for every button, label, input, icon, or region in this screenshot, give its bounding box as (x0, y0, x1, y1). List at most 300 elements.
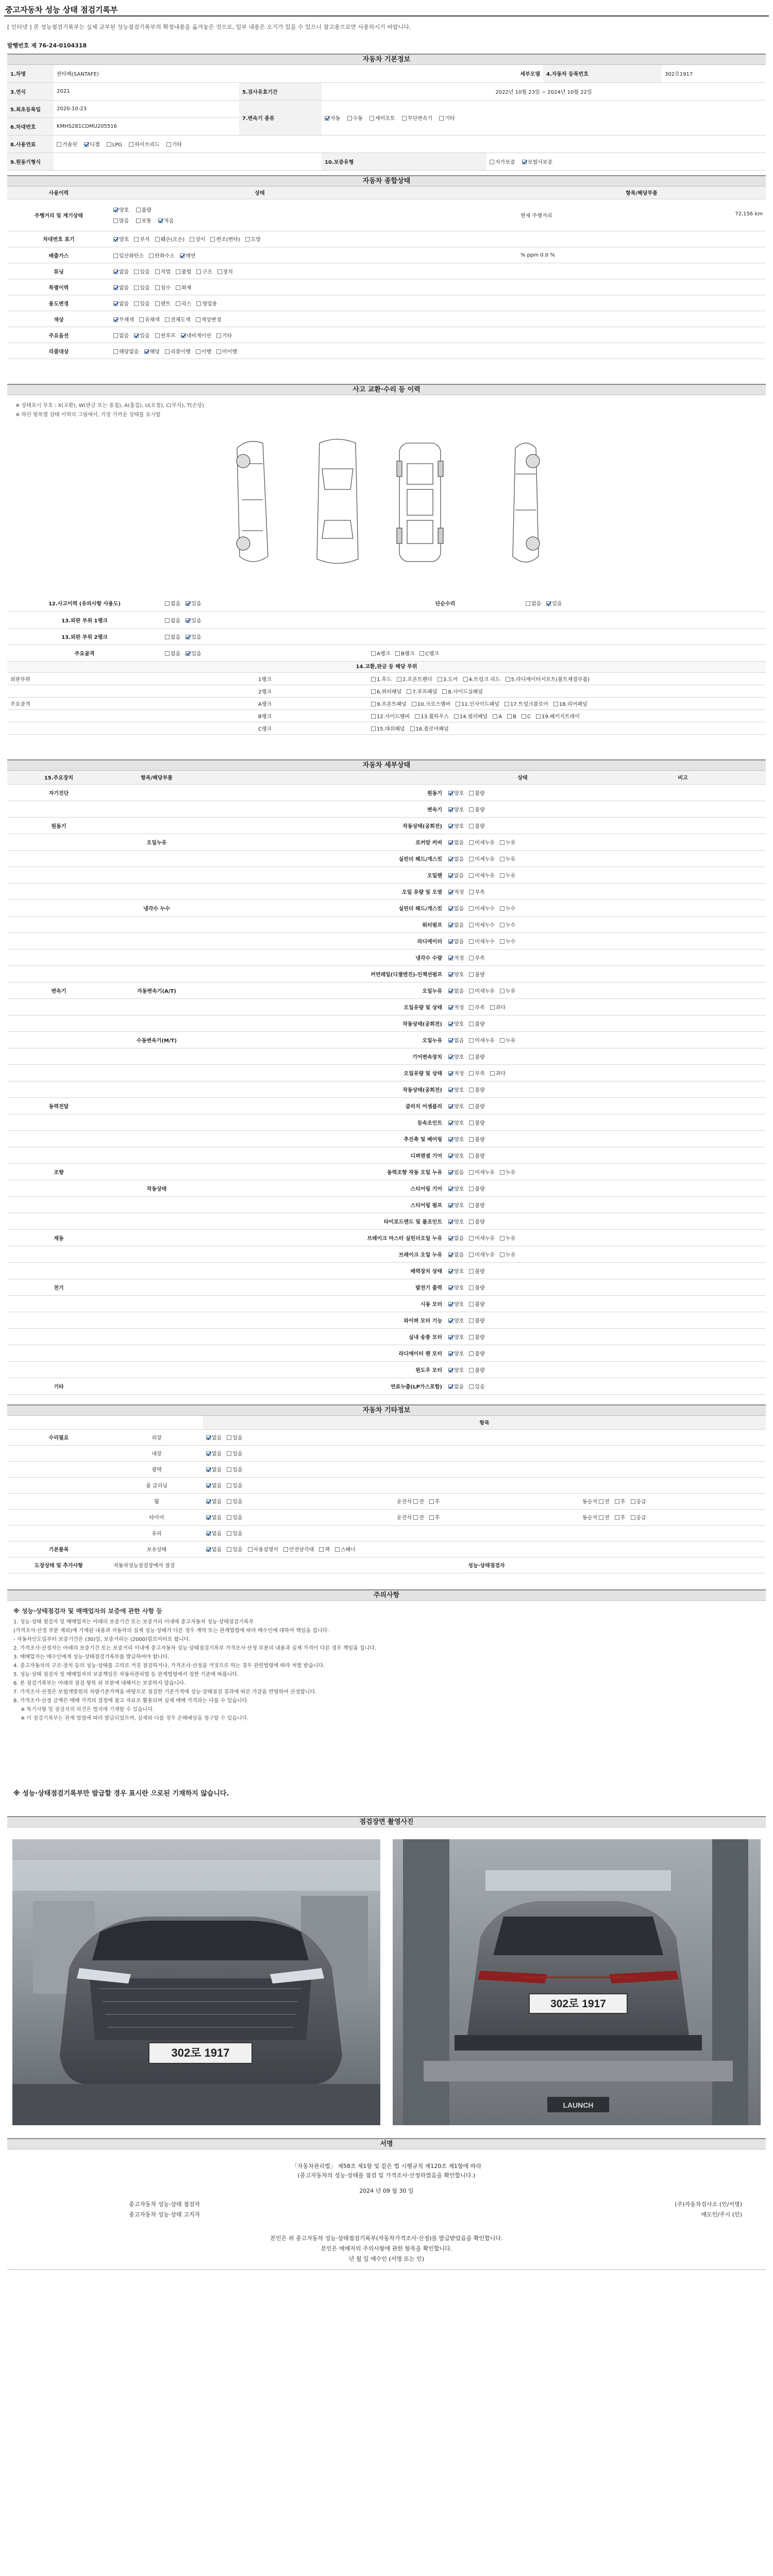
general-row-label: 차대번호 표기 (7, 231, 110, 247)
checkbox (210, 237, 215, 242)
checkbox (419, 651, 424, 656)
basic-info-table (7, 65, 766, 171)
checkbox (165, 651, 170, 656)
other-row (7, 1429, 766, 1445)
other-item: 보유상태 (110, 1541, 203, 1557)
checkbox (456, 702, 460, 706)
checkbox (469, 1269, 474, 1274)
checkbox (227, 1499, 231, 1504)
basic-label: 8.사용연료 (7, 135, 54, 152)
checkbox (469, 840, 474, 845)
checkbox (490, 160, 494, 164)
parts-rank: 1랭크 (162, 673, 368, 685)
checkbox-checked (448, 1302, 453, 1307)
detail-group (7, 1246, 110, 1262)
checkbox (190, 237, 194, 242)
checkbox (129, 142, 133, 147)
price-value: 자동차성능점검장에서 점검 (110, 1557, 394, 1573)
other-info-title: 자동차 기타정보 (7, 1404, 766, 1416)
detail-group (7, 1147, 110, 1163)
other-options: 없음 있음 (203, 1429, 394, 1445)
checkbox (500, 840, 505, 845)
other-options: 없음 있음 (203, 1509, 394, 1525)
detail-item: 디퍼렌셜 기어 (203, 1147, 445, 1163)
checkbox (227, 1467, 231, 1472)
detail-subgroup (110, 1213, 203, 1229)
checkbox-checked (448, 989, 453, 993)
checkbox (500, 1170, 505, 1175)
other-options: 없음 있음 (203, 1493, 394, 1509)
checkbox (469, 1005, 474, 1010)
checkbox (165, 601, 170, 606)
parts-options: 12.사이드멤버 13.휠하우스 14.필러패널 A B C 19.패키지트레이 (368, 710, 766, 722)
checkbox (469, 1055, 474, 1059)
mileage-km: 72,156 km (735, 211, 763, 217)
basic-row (7, 152, 766, 170)
checkbox-checked (448, 1236, 453, 1241)
detail-options: 양호 불량 (445, 965, 600, 982)
checkbox-checked (113, 301, 118, 306)
detail-row (7, 1345, 766, 1361)
general-row-options: 양호 부식 훼손(오손) 상이 변조(변타) 도말 (110, 231, 409, 247)
detail-subgroup (110, 998, 203, 1015)
detail-options: 없음 미세누유 누유 (445, 1163, 600, 1180)
checkbox-checked (448, 923, 453, 927)
detail-item: 동력조향 작동 오일 누유 (203, 1163, 445, 1180)
note-line: 3. 매매업자는 매수인에게 성능·상태점검기록부를 발급하여야 합니다. (13, 1654, 170, 1660)
detail-group (7, 1328, 110, 1345)
detail-row (7, 1378, 766, 1394)
general-row-options: 없음 있음 썬루프 네비게이션 기타 (110, 327, 409, 343)
checkbox (469, 1154, 474, 1158)
detail-subgroup (110, 1229, 203, 1246)
checkbox (371, 726, 376, 731)
detail-item: 등속조인트 (203, 1114, 445, 1130)
detail-subgroup (110, 1064, 203, 1081)
basic-value: 2020-10-23 (54, 100, 239, 117)
parts-row (7, 698, 766, 710)
detail-options: 없음 미세누유 누유 (445, 1246, 600, 1262)
checkbox-checked (325, 116, 329, 121)
detail-row (7, 949, 766, 965)
detail-subgroup (110, 867, 203, 883)
other-group (7, 1477, 110, 1493)
detail-group (7, 834, 110, 850)
detail-group (7, 1262, 110, 1279)
checkbox (500, 939, 505, 944)
detail-item: 실린더 헤드/개스킷 (203, 900, 445, 916)
checkbox (469, 890, 474, 894)
checkbox-checked (181, 333, 186, 338)
detail-options: 양호 불량 (445, 817, 600, 834)
rear-plate-text: 302로 1917 (550, 1998, 606, 2010)
parts-group: 주요골격 (7, 698, 162, 710)
other-options: 없음 있음 (203, 1461, 394, 1477)
detail-item: 클러치 어셈블리 (203, 1097, 445, 1114)
checkbox-checked (448, 972, 453, 977)
accident-row-options: 없음 있음 (162, 595, 368, 612)
checkbox (397, 677, 401, 682)
detail-subgroup (110, 1345, 203, 1361)
detail-group: 기타 (7, 1378, 110, 1394)
detail-subgroup (110, 1328, 203, 1345)
document-title: 중고자동차 성능 상태 점검기록부 (5, 5, 118, 14)
general-row (7, 247, 766, 263)
checkbox-checked (448, 1351, 453, 1356)
checkbox (469, 989, 474, 993)
general-row-label: 리콜대상 (7, 343, 110, 359)
checkbox-checked (134, 333, 139, 338)
buyer-confirm-1: 본인은 위 중고자동차 성능·상태점검기록부(자동차가격조사·산정)를 발급받았음을 확인합니다. (270, 2235, 503, 2242)
checkbox (347, 116, 352, 121)
checkbox-checked (448, 1203, 453, 1208)
note-line: - 자동차인도일부터 보증기간은 (30)일, 보증거리는 (2000)킬로미터로 합니다. (13, 1637, 191, 1642)
detail-row (7, 1196, 766, 1213)
detail-options: 양호 불량 (445, 1345, 600, 1361)
checkbox (395, 651, 400, 656)
parts-rank: C랭크 (162, 722, 368, 735)
detail-options: 양호 불량 (445, 1312, 600, 1328)
note-line: 5. 성능·상태 점검자 및 매매업자의 보증책임은 자동차관리법 등 관계법령에서 정한 기준에 따릅니다. (13, 1672, 239, 1677)
checkbox (469, 1121, 474, 1125)
checkbox (165, 618, 170, 623)
detail-options: 없음 미세누유 누유 (445, 1031, 600, 1048)
checkbox (500, 989, 505, 993)
checkbox (165, 349, 170, 354)
detail-subgroup (110, 1114, 203, 1130)
car-front-photo (12, 1839, 380, 2125)
checkbox (227, 1531, 231, 1536)
detail-item: 오일 유량 및 오염 (203, 883, 445, 900)
checkbox (134, 285, 139, 290)
detail-group (7, 1015, 110, 1031)
checkbox-checked (448, 1121, 453, 1125)
detail-subgroup (110, 1048, 203, 1064)
checkbox (166, 142, 171, 147)
general-row-label: 용도변경 (7, 295, 110, 311)
checkbox-checked (448, 1285, 453, 1290)
detail-item: 원동기 (203, 784, 445, 801)
checkbox-checked (206, 1451, 211, 1456)
detail-group (7, 1130, 110, 1147)
detail-row (7, 1361, 766, 1378)
checkbox (469, 1219, 474, 1224)
price-right: 성능·상태점검자 (394, 1557, 579, 1573)
detail-item: 로커암 커버 (203, 834, 445, 850)
detail-row (7, 916, 766, 933)
detail-row (7, 1213, 766, 1229)
parts-group (7, 685, 162, 698)
detail-row (7, 982, 766, 998)
note-line: (가격조사·산정 부분 제외)에 기재된 내용과 자동차의 실제 성능·상태가 다른 경우 계약 또는 관계법령에 따라 매수인에 대하여 책임을 집니다. (13, 1628, 329, 1634)
other-group (7, 1461, 110, 1477)
detail-group (7, 965, 110, 982)
general-row-options: 없음 있음 적법 불법 구조 장치 (110, 263, 409, 279)
checkbox (155, 269, 160, 274)
detail-group: 원동기 (7, 817, 110, 834)
detail-group (7, 1295, 110, 1312)
checkbox (415, 714, 419, 719)
detail-group (7, 1180, 110, 1196)
detail-row (7, 1229, 766, 1246)
checkbox-checked (186, 651, 190, 656)
checkbox (196, 269, 201, 274)
detail-group: 자기진단 (7, 784, 110, 801)
detail-group (7, 1361, 110, 1378)
notifier-signature: 매도인/주시 (인) (701, 2211, 742, 2218)
detail-subgroup (110, 1262, 203, 1279)
detail-item: 오일누유 (203, 1031, 445, 1048)
checkbox (196, 317, 200, 322)
detail-item: 라디에이터 팬 모터 (203, 1345, 445, 1361)
parts-options: 15.대쉬패널 16.플로어패널 (368, 722, 766, 735)
checkbox-checked (206, 1467, 211, 1472)
accident-history-block (7, 595, 766, 735)
checkbox (599, 1515, 603, 1520)
checkbox (493, 714, 497, 719)
detail-item: 추진축 및 베어링 (203, 1130, 445, 1147)
basic-info-title: 자동차 기본정보 (7, 54, 766, 65)
detail-table: 15.주요장치 항목/해당부품 상태 비고 자기진단 원동기 양호 불량 변속기 양호 불량 원동기 작동상태(공회전) 양호 불량 오일누유 로커암 커버 없음 미세누유 누유 실린더 헤드/개스킷 없음 미세누유 누유 오일팬 없음 미세누유 누유 오일 유량 및 오염 적정 부족 냉각수 누수 실린더 헤드/개스킷 없음 미세누수 누수 워터펌프 없음 미세누수 누수 라디에이터 없음 미세누수 누수 냉각수 수량 적정 부족 커먼레일(디젤엔진)-인젝션펌프 양호 불량 변속기 자동변속기(A/T) 오일누유 없음 미세누유 누유 오일유량 및 상태 적정 부족 과다 작동상태(공회전) 양호 불량 수동변속기(M/T) 오일누유 없음 미세누유 누유 기어변속장치 양호 불량 오일유량 및 상태 적정 부족 과다 작동상태(공회전) 양호 불량 동력전달 클러치 어셈블리 양호 불량 등속조인트 양호 불량 추진축 및 베어링 양호 불량 디퍼렌셜 기어 양호 불량 조향 동력조향 작동 오일 누유 없음 미세누유 누유 작동상태 스티어링 기어 양호 불량 스티어링 펌프 양호 불량 타이로드엔드 및 볼조인트 양호 불량 제동 브레이크 마스터 실린더오일 누유 없음 미세누유 누유 브레이크 오일 누유 없음 미세누유 누유 배력장치 상태 양호 불량 전기 발전기 출력 양호 불량 시동 모터 양호 불량 와이퍼 모터 기능 양호 불량 실내 송풍 모터 양호 불량 라디에이터 팬 모터 양호 불량 윈도우 모터 양호 불량 기타 연료누출(LP가스포함) 없음 있음 (7, 771, 766, 1395)
other-item: 휠 (110, 1493, 203, 1509)
checkbox-checked (448, 1137, 453, 1142)
detail-options: 양호 불량 (445, 1147, 600, 1163)
document-number: 발행번호 제 76-24-0104318 (7, 42, 87, 49)
checkbox-checked (144, 349, 149, 354)
detail-options: 양호 불량 (445, 1262, 600, 1279)
detail-subgroup (110, 784, 203, 801)
general-row-extra (517, 279, 766, 295)
accident-section (7, 384, 766, 395)
checkbox (469, 1038, 474, 1043)
basic-label: 5.검사유효기간 (239, 82, 322, 100)
detail-options: 양호 불량 (445, 1279, 600, 1295)
basic-row (7, 100, 766, 117)
detail-group (7, 1312, 110, 1328)
detail-item: 작동상태(공회전) (203, 1081, 445, 1097)
basic-row (7, 135, 766, 152)
checkbox-checked (206, 1531, 211, 1536)
other-info-section (7, 1404, 766, 1573)
detail-options: 없음 미세누유 누유 (445, 1229, 600, 1246)
checkbox-checked (448, 1219, 453, 1224)
checkbox (196, 301, 201, 306)
checkbox (402, 116, 407, 121)
note-sub-line: ※ 특기사항 및 점검자의 의견은 별지에 기재할 수 있습니다. (21, 1707, 155, 1713)
detail-group (7, 850, 110, 867)
checkbox (615, 1499, 619, 1504)
general-state-title: 자동차 종합상태 (7, 175, 766, 187)
checkbox (469, 824, 474, 828)
other-item: 타이어 (110, 1509, 203, 1525)
mileage-options: 양호 불량 많음 보통 적음 (110, 199, 409, 231)
general-rows-table (7, 231, 766, 360)
general-row (7, 279, 766, 295)
accident-row-options: 없음 있음 (162, 628, 368, 645)
checkbox (507, 714, 512, 719)
other-row (7, 1541, 766, 1557)
detail-group (7, 1196, 110, 1213)
detail-item: 스티어링 펌프 (203, 1196, 445, 1213)
checkbox (469, 1384, 474, 1389)
checkbox (371, 714, 376, 719)
warranty-options: 자가보증 보험사보증 (486, 152, 766, 170)
checkbox (469, 1088, 474, 1092)
checkbox-checked (448, 1104, 453, 1109)
checkbox-checked (448, 1154, 453, 1158)
other-group (7, 1509, 110, 1525)
general-row-label: 튜닝 (7, 263, 110, 279)
inspection-photo-front (12, 1839, 380, 2125)
checkbox (113, 349, 118, 354)
parts-row (7, 710, 766, 722)
detail-row (7, 1015, 766, 1031)
detail-subgroup (110, 1295, 203, 1312)
checkbox (139, 317, 144, 322)
checkbox (196, 349, 200, 354)
checkbox-checked (448, 1269, 453, 1274)
detail-group: 조향 (7, 1163, 110, 1180)
note-line: 2. 가격조사·산정자는 아래의 보증기간 또는 보증거리 이내에 중고자동차 성능·상태점검기록부 가격조사·산정 부분의 내용과 실제 가격이 다른 경우 책임을 집니다. (13, 1646, 377, 1651)
checkbox (469, 873, 474, 878)
general-row-extra (517, 311, 766, 327)
detail-group: 제동 (7, 1229, 110, 1246)
general-row-extra: % ppm 0.0 % (517, 247, 766, 263)
notes-title: 주의사항 (7, 1589, 766, 1601)
detail-group (7, 933, 110, 949)
signature-date: 2024 년 09 월 30 일 (359, 2188, 414, 2194)
checkbox (469, 1137, 474, 1142)
detail-subgroup (110, 965, 203, 982)
checkbox (599, 1499, 603, 1504)
checkbox (248, 1547, 253, 1552)
checkbox (176, 285, 180, 290)
checkbox (155, 237, 160, 242)
mileage-value: 현재 주행거리 72,156 km (517, 199, 766, 231)
detail-options: 양호 불량 (445, 1048, 600, 1064)
notes-body (13, 1605, 761, 1724)
checkbox (500, 1236, 505, 1241)
detail-options: 없음 미세누유 누유 (445, 834, 600, 850)
inspector-signature: (주)자동차검사소 (인/서명) (675, 2201, 742, 2208)
detail-subgroup (110, 949, 203, 965)
checkbox (506, 677, 510, 682)
parts-options: 1.후드 2.프론트펜더 3.도어 4.트렁크 리드 5.라디에이터서포트(볼트체결부품) (368, 673, 766, 685)
detail-subgroup (110, 1312, 203, 1328)
detail-options: 양호 불량 (445, 784, 600, 801)
notice-text: [ 인터넷 ] 본 성능점검기록부는 실제 교부된 성능점검기록부의 확정내용을 옮겨놓은 것으로, 일부 내용은 오기가 있을 수 있으니 참고용으로만 사용하시기 바랍니다. (7, 24, 411, 30)
detail-item: 스티어링 기어 (203, 1180, 445, 1196)
checkbox (319, 1547, 324, 1552)
checkbox (371, 677, 376, 682)
basic-value (54, 152, 239, 170)
checkbox (227, 1547, 231, 1552)
checkbox-checked (186, 601, 190, 606)
detail-subgroup (110, 1097, 203, 1114)
detail-row (7, 1031, 766, 1048)
detail-options: 없음 미세누수 누수 (445, 900, 600, 916)
checkbox (439, 116, 444, 121)
parts-row (7, 722, 766, 735)
other-item: 광택 (110, 1461, 203, 1477)
fuel-options: 가솔린 디젤 LPG 하이브리드 기타 (54, 135, 766, 152)
car-top-icon (317, 439, 358, 564)
note-sub-line: ※ 이 점검기록부는 관계 법령에 따라 발급되었으며, 실제와 다를 경우 손해배상을 청구할 수 있습니다. (21, 1716, 249, 1721)
bottom-rule (7, 2269, 766, 2270)
accident-row-label: 13.외판 부위 1랭크 (7, 612, 162, 628)
other-row (7, 1461, 766, 1477)
detail-row (7, 1262, 766, 1279)
checkbox (505, 702, 509, 706)
other-group (7, 1445, 110, 1461)
general-state-table: 사용이력 상태 항목/해당부품 주행거리 및 계기상태 양호 불량 많음 보통 적음 현재 주행거리 72,156 km (7, 187, 766, 231)
detail-options: 없음 미세누수 누수 (445, 933, 600, 949)
detail-row (7, 965, 766, 982)
checkbox (407, 689, 411, 694)
detail-options: 양호 불량 (445, 1295, 600, 1312)
detail-group (7, 900, 110, 916)
checkbox-checked (448, 939, 453, 944)
accident-row (7, 628, 766, 645)
detail-subgroup (110, 1015, 203, 1031)
detail-row (7, 1312, 766, 1328)
detail-subgroup: 자동변속기(A/T) (110, 982, 203, 998)
parts-group (7, 710, 162, 722)
checkbox-checked (206, 1499, 211, 1504)
mileage-row (7, 199, 766, 231)
checkbox (155, 285, 160, 290)
checkbox (469, 956, 474, 960)
other-options: 없음 있음 (203, 1525, 394, 1541)
note-line: 6. 본 점검기록부는 아래의 점검 항목 외 부분에 대해서는 보증하지 않습니다. (13, 1681, 186, 1686)
checkbox-checked (448, 1170, 453, 1175)
accident-legend: ※ 상태표시 부호 : X(교환), W(판금 또는 용접), A(흠집), U(요철), C(부식), T(손상) (15, 403, 204, 409)
detail-row (7, 850, 766, 867)
lift-brand-text: LAUNCH (563, 2101, 594, 2109)
general-row-label: 배출가스 (7, 247, 110, 263)
checkbox (500, 857, 505, 861)
detail-item: 오일누유 (203, 982, 445, 998)
detail-group (7, 867, 110, 883)
detail-item: 기어변속장치 (203, 1048, 445, 1064)
detail-subgroup (110, 1081, 203, 1097)
checkbox (107, 142, 111, 147)
checkbox (500, 906, 505, 911)
detail-row (7, 1328, 766, 1345)
inspection-photo-rear (393, 1839, 761, 2125)
checkbox (176, 301, 180, 306)
note-line: 8. 가격조사·산정 금액은 매매 가격의 결정에 참고 자료로 활용되며 실제 매매 가격과는 다를 수 있습니다. (13, 1698, 249, 1704)
detail-options: 없음 미세누유 누유 (445, 867, 600, 883)
detail-group (7, 949, 110, 965)
basic-info-section (7, 54, 766, 171)
checkbox (500, 1252, 505, 1257)
other-group: 기본품목 (7, 1541, 110, 1557)
detail-subgroup (110, 801, 203, 817)
inspector-label: 중고자동차 성능·상태 점검자 (129, 2201, 200, 2208)
accident-legend-note: ※ 하단 항목별 상태 이력의 그림에서, 가장 가까운 상태를 표시함 (15, 412, 161, 418)
general-row-options: 없음 있음 침수 화재 (110, 279, 409, 295)
other-item: 내장 (110, 1445, 203, 1461)
checkbox (500, 1038, 505, 1043)
parts-row (7, 685, 766, 698)
detail-row (7, 817, 766, 834)
checkbox-checked (180, 253, 184, 258)
detail-row (7, 1048, 766, 1064)
signature-section (7, 2138, 766, 2149)
general-row (7, 343, 766, 359)
general-row-label: 주요옵션 (7, 327, 110, 343)
